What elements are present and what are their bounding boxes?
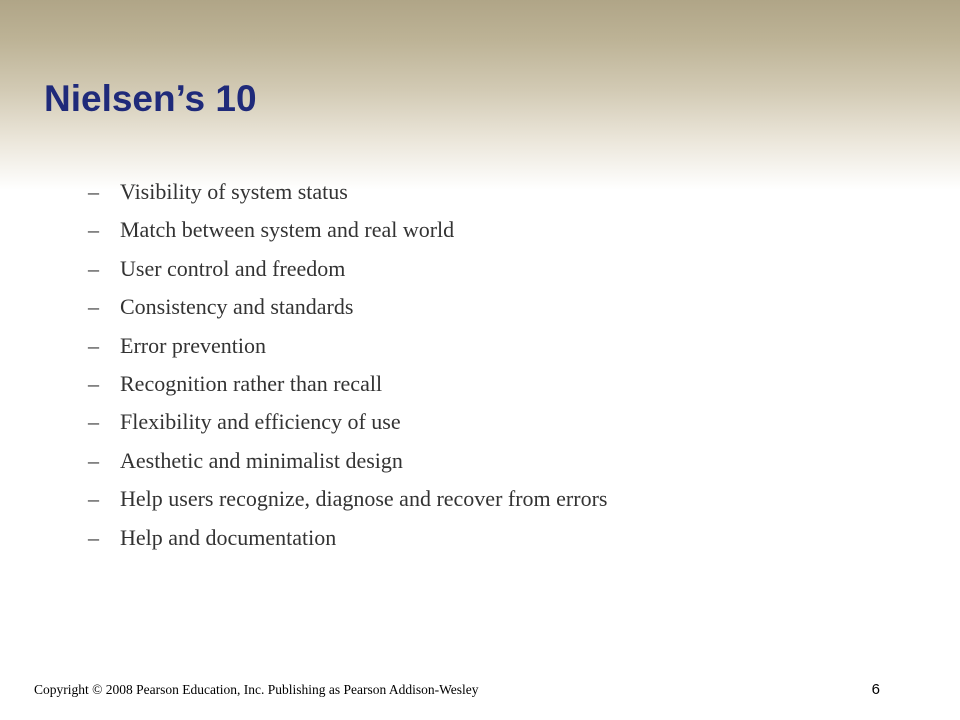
bullet-text: Help users recognize, diagnose and recover from errors	[120, 486, 608, 512]
bullet-list	[88, 173, 607, 557]
list-item	[88, 327, 607, 365]
list-item	[88, 519, 607, 557]
bullet-dash: –	[88, 179, 99, 204]
bullet-dash: –	[88, 217, 99, 243]
page-number: 6	[871, 681, 880, 698]
list-item	[88, 288, 607, 326]
bullet-text: Recognition rather than recall	[120, 370, 383, 396]
slide-title: Nielsen’s 10	[44, 78, 257, 119]
bullet-dash: –	[88, 370, 99, 396]
bullet-text: Match between system and real world	[120, 217, 455, 243]
bullet-dash: –	[88, 486, 99, 512]
bullet-text: User control and freedom	[120, 255, 346, 281]
list-item	[88, 173, 607, 211]
bullet-text: Consistency and standards	[120, 294, 354, 320]
bullet-text: Flexibility and efficiency of use	[120, 409, 401, 435]
list-item	[88, 480, 607, 518]
footer-copyright: Copyright © 2008 Pearson Education, Inc. Publishing as Pearson Addison-Wesley	[34, 682, 479, 697]
bullet-dash: –	[88, 409, 99, 435]
bullet-dash: –	[88, 524, 99, 550]
list-item	[88, 442, 607, 480]
bullet-dash: –	[88, 255, 99, 281]
list-item	[88, 365, 607, 403]
bullet-text: Aesthetic and minimalist design	[120, 447, 403, 473]
bullet-text: Error prevention	[120, 332, 266, 358]
bullet-dash: –	[88, 294, 99, 320]
list-item	[88, 250, 607, 288]
bullet-text: Visibility of system status	[120, 179, 348, 204]
bullet-text: Help and documentation	[120, 524, 337, 550]
list-item	[88, 211, 607, 249]
bullet-dash: –	[88, 332, 99, 358]
bullet-dash: –	[88, 447, 99, 473]
list-item	[88, 403, 607, 441]
